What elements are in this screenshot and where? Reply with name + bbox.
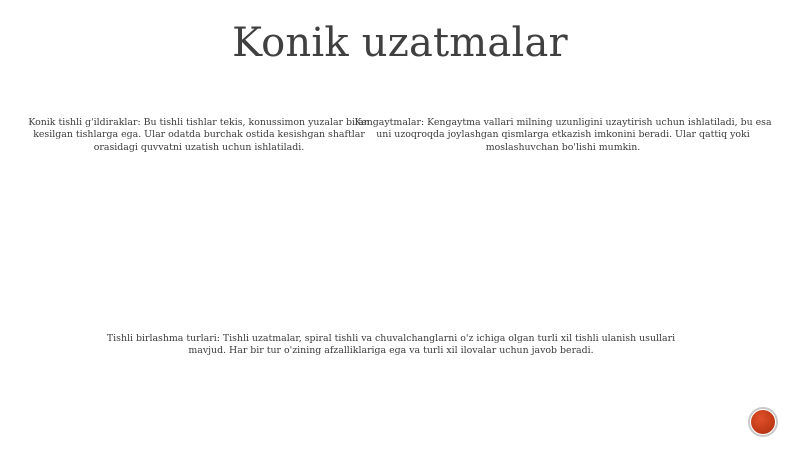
text-block-extensions: Kengaytmalar: Kengaytma vallari milning uzunligini uzaytirish uchun ishlatiladi, bu esa uni uzoqroqda joylashgan qismlarga etkazish imkonini beradi. Ular qattiq yoki moslashuvchan bo'lishi mumkin. (354, 117, 772, 153)
slide-nav-button[interactable] (748, 407, 778, 437)
text-block-gear-coupling-types: Tishli birlashma turlari: Tishli uzatmalar, spiral tishli va chuvalchanglarni o'z ichiga olgan turli xil tishli ulanish usullari mavjud. Har bir tur o'zining afzalliklariga ega va turli xil ilovalar uchun javob beradi. (106, 333, 676, 357)
slide-title: Konik uzatmalar (232, 20, 568, 66)
text-block-bevel-gears: Konik tishli g'ildiraklar: Bu tishli tishlar tekis, konussimon yuzalar bilan kesilgan tishlarga ega. Ular odatda burchak ostida kesishgan shaftlar orasidagi quvvatni uzatish uchun ishlatiladi. (28, 117, 370, 153)
circle-nav-icon (751, 410, 775, 434)
